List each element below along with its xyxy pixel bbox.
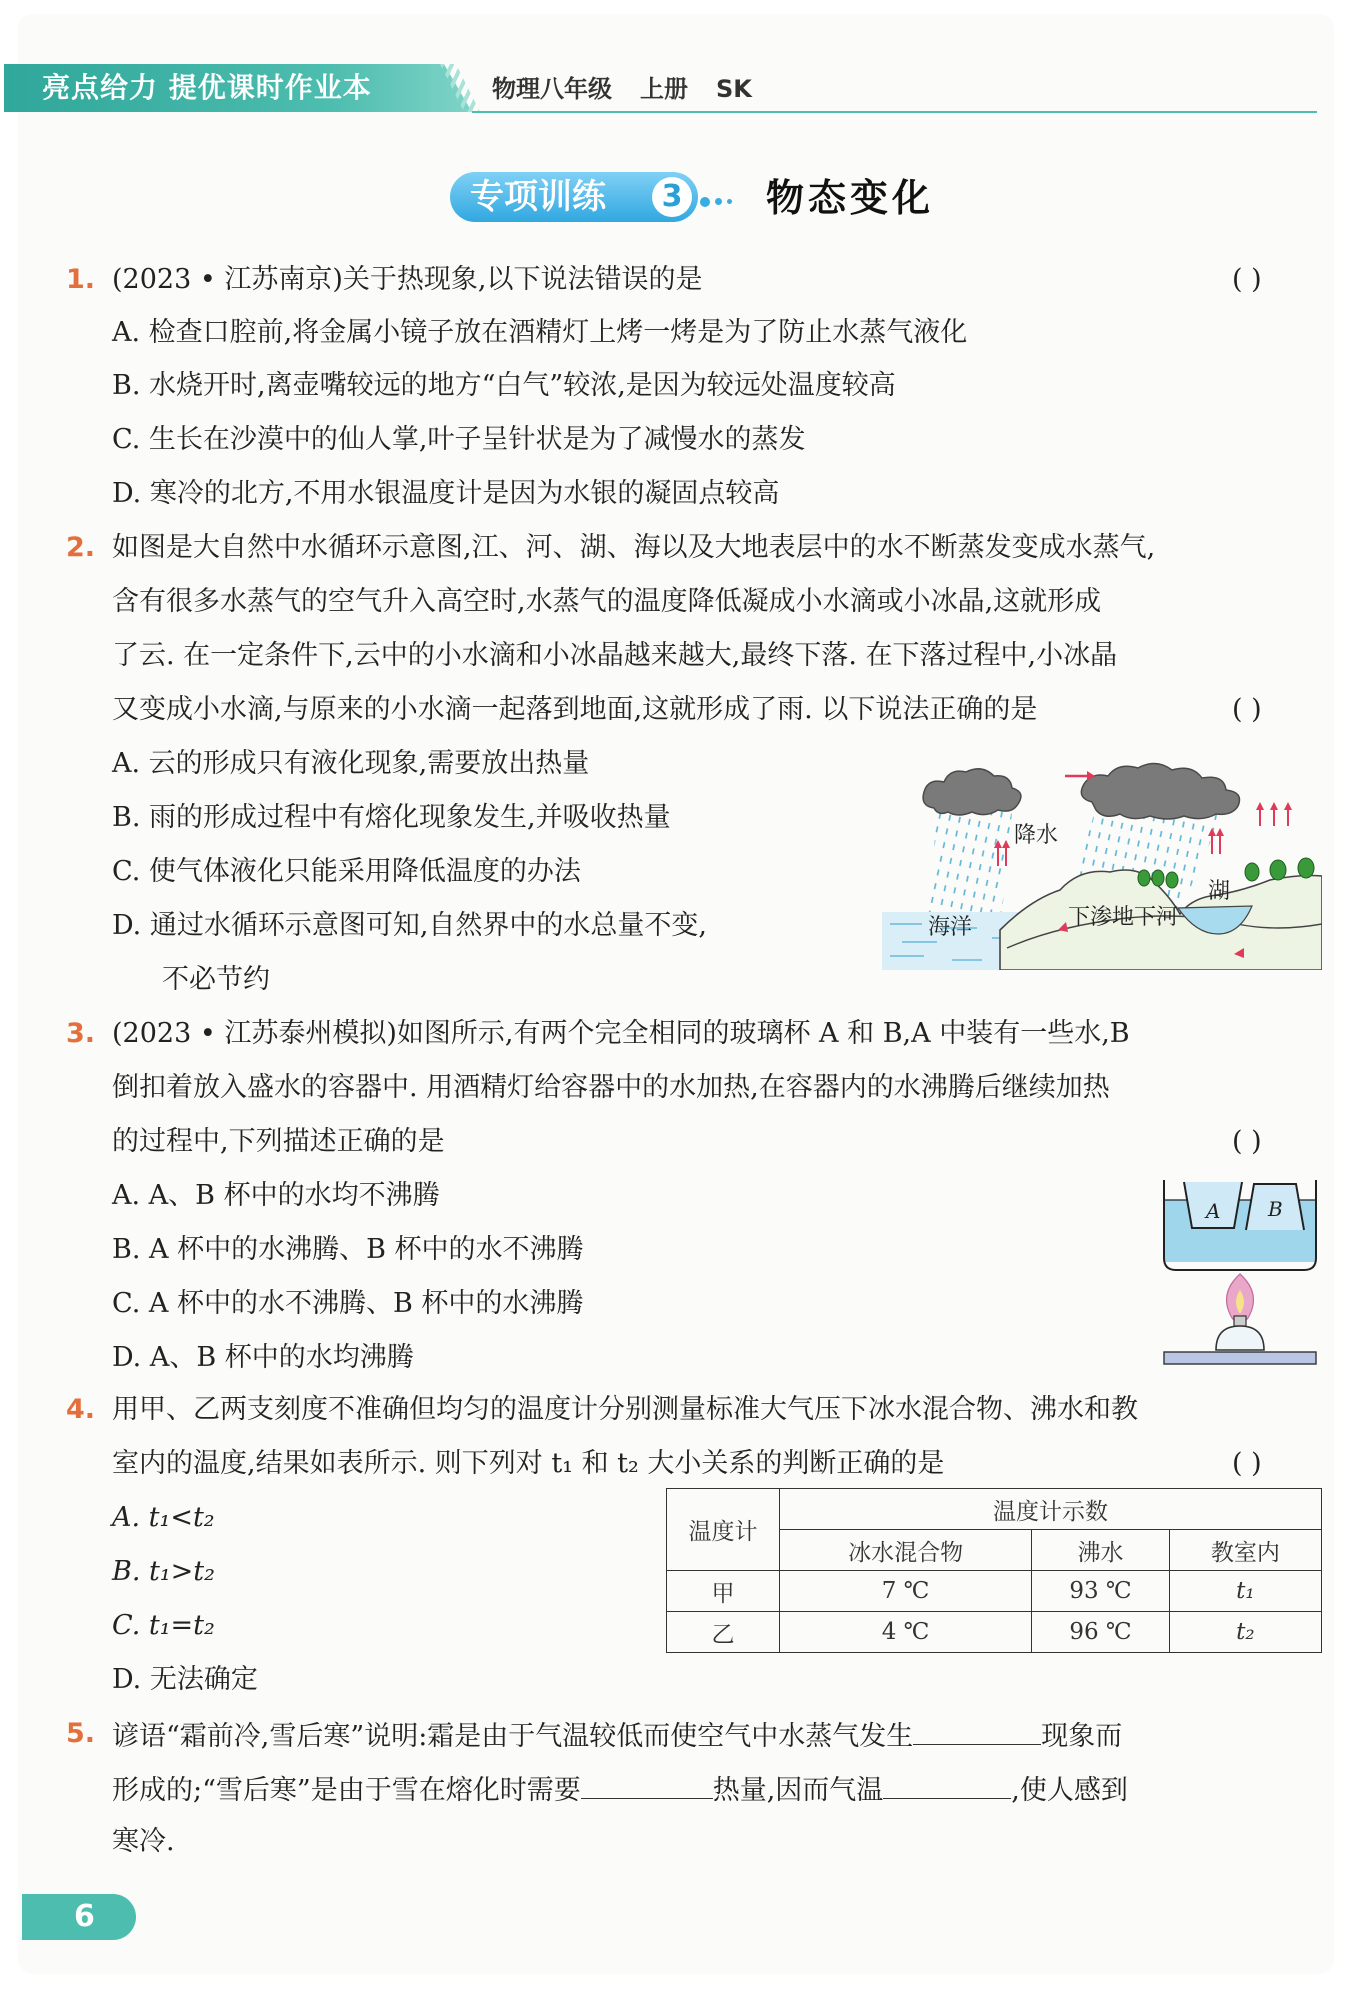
cloud-right-icon (1081, 763, 1239, 819)
question-stem-line: 如图是大自然中水循环示意图,江、河、湖、海以及大地表层中的水不断蒸发变成水蒸气, (112, 532, 1156, 563)
text-segment: ,使人感到 (1011, 1775, 1128, 1806)
answer-blank[interactable] (913, 1714, 1041, 1745)
option-d-continued: 不必节约 (162, 964, 270, 995)
cup-b-label: B (1268, 1197, 1283, 1221)
option-a: A. 检查口腔前,将金属小镜子放在酒精灯上烤一烤是为了防止水蒸气液化 (112, 317, 968, 348)
table-header: 沸水 (1032, 1530, 1170, 1571)
page-number: 6 (22, 1894, 136, 1940)
text-segment: 形成的;“雪后寒”是由于雪在熔化时需要 (112, 1775, 581, 1806)
table-cell: 93 ℃ (1032, 1571, 1170, 1612)
table-cell: 4 ℃ (780, 1612, 1032, 1653)
header-rule (472, 111, 1317, 113)
row-label: 乙 (667, 1612, 780, 1653)
question-stem-line: 寒冷. (112, 1826, 175, 1857)
row-label: 甲 (667, 1571, 780, 1612)
text-segment: 现象而 (1041, 1721, 1123, 1752)
question-stem-line: 倒扣着放入盛水的容器中. 用酒精灯给容器中的水加热,在容器内的水沸腾后继续加热 (112, 1072, 1110, 1103)
option-d: D. A、B 杯中的水均沸腾 (112, 1342, 414, 1373)
cloud-left-icon (923, 769, 1021, 815)
section-label: 专项训练 (470, 177, 606, 217)
option-a: A. t₁<t₂ (112, 1502, 215, 1533)
answer-parentheses: ( ) (1232, 264, 1262, 295)
section-title: 物态变化 (766, 176, 935, 220)
option-d: D. 无法确定 (112, 1664, 258, 1695)
volume-label: 上册 (640, 75, 688, 103)
thermometer-table (666, 1488, 1322, 1653)
label-ocean: 海洋 (928, 915, 973, 940)
option-d: D. 寒冷的北方,不用水银温度计是因为水银的凝固点较高 (112, 478, 780, 509)
option-b: B. 水烧开时,离壶嘴较远的地方“白气”较浓,是因为较远处温度较高 (112, 370, 896, 401)
question-number: 1. (66, 264, 96, 295)
section-dots-decoration (700, 191, 737, 210)
question-stem-line: 的过程中,下列描述正确的是 (112, 1126, 445, 1157)
option-d: D. 通过水循环示意图可知,自然界中的水总量不变, (112, 910, 708, 941)
table-row (667, 1612, 1322, 1653)
question-number: 2. (66, 532, 96, 563)
answer-parentheses: ( ) (1232, 1126, 1262, 1157)
lamp-stand (1164, 1352, 1316, 1364)
option-c: C. 生长在沙漠中的仙人掌,叶子呈针状是为了减慢水的蒸发 (112, 424, 806, 455)
answer-blank[interactable] (581, 1768, 713, 1799)
answer-parentheses: ( ) (1232, 694, 1262, 725)
label-underground: 下渗地下河 (1068, 905, 1179, 930)
series-title: 亮点给力 提优课时作业本 (42, 71, 372, 104)
option-a: A. 云的形成只有液化现象,需要放出热量 (112, 748, 590, 779)
table-row (667, 1571, 1322, 1612)
subject-label: 物理八年级 (492, 75, 612, 103)
question-stem-line: (2023 • 江苏泰州模拟)如图所示,有两个完全相同的玻璃杯 A 和 B,A 中装有一些水,B (112, 1018, 1130, 1049)
answer-parentheses: ( ) (1232, 1448, 1262, 1479)
question-stem-line: 又变成小水滴,与原来的小水滴一起落到地面,这就形成了雨. 以下说法正确的是 (112, 694, 1038, 725)
table-header: 教室内 (1169, 1530, 1321, 1571)
edition-label: SK (716, 75, 752, 103)
answer-blank[interactable] (883, 1768, 1011, 1799)
table-header: 冰水混合物 (780, 1530, 1032, 1571)
question-number: 5. (66, 1718, 96, 1749)
option-c: C. t₁=t₂ (112, 1610, 215, 1641)
table-cell: 7 ℃ (780, 1571, 1032, 1612)
section-number-badge: 3 (652, 177, 692, 217)
label-lake: 湖 (1208, 879, 1231, 904)
question-stem-line: 了云. 在一定条件下,云中的小水滴和小冰晶越来越大,最终下落. 在下落过程中,小冰晶 (112, 640, 1118, 671)
text-segment: 热量,因而气温 (712, 1775, 884, 1806)
label-rain: 降水 (1014, 823, 1059, 848)
option-b: B. t₁>t₂ (112, 1556, 215, 1587)
table-header-thermometer: 温度计 (667, 1489, 780, 1571)
table-cell: t₁ (1169, 1571, 1321, 1612)
boiling-beaker-figure (1160, 1178, 1320, 1374)
option-a: A. A、B 杯中的水均不沸腾 (112, 1180, 440, 1211)
water-cycle-figure (882, 742, 1322, 970)
fill-blank-line (112, 1714, 1122, 1757)
option-c: C. 使气体液化只能采用降低温度的办法 (112, 856, 581, 887)
question-number: 3. (66, 1018, 96, 1049)
text-segment: 谚语“霜前冷,雪后寒”说明:霜是由于气温较低而使空气中水蒸气发生 (112, 1721, 914, 1752)
option-c: C. A 杯中的水不沸腾、B 杯中的水沸腾 (112, 1288, 584, 1319)
option-b: B. A 杯中的水沸腾、B 杯中的水不沸腾 (112, 1234, 584, 1265)
fill-blank-line (112, 1768, 1128, 1811)
header-subtitle (492, 72, 780, 106)
cup-a-label: A (1206, 1199, 1221, 1223)
table-cell: 96 ℃ (1032, 1612, 1170, 1653)
option-b: B. 雨的形成过程中有熔化现象发生,并吸收热量 (112, 802, 671, 833)
question-stem-line: 用甲、乙两支刻度不准确但均匀的温度计分别测量标准大气压下冰水混合物、沸水和教 (112, 1394, 1138, 1425)
question-number: 4. (66, 1394, 96, 1425)
table-header-group: 温度计示数 (780, 1489, 1322, 1530)
alcohol-lamp (1216, 1326, 1264, 1350)
table-cell: t₂ (1169, 1612, 1321, 1653)
question-stem-line: 含有很多水蒸气的空气升入高空时,水蒸气的温度降低凝成小水滴或小冰晶,这就形成 (112, 586, 1102, 617)
question-stem-line: 室内的温度,结果如表所示. 则下列对 t₁ 和 t₂ 大小关系的判断正确的是 (112, 1448, 945, 1479)
question-stem: (2023 • 江苏南京)关于热现象,以下说法错误的是 (112, 264, 703, 295)
